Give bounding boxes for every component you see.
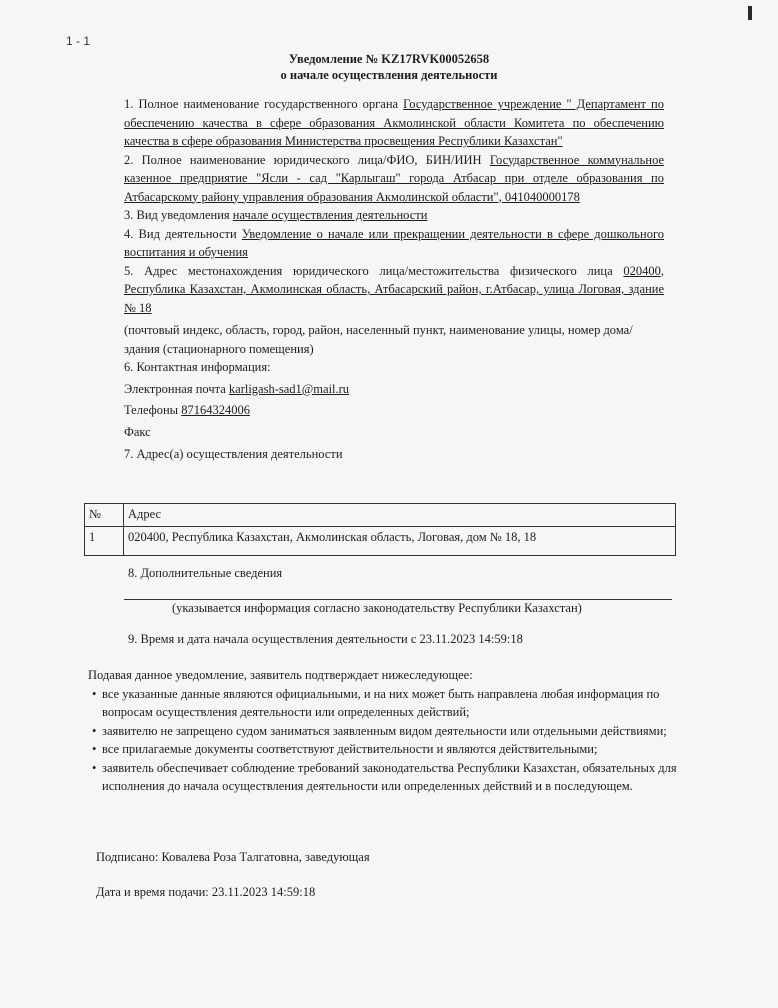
declaration-list	[88, 685, 678, 796]
table-row	[85, 527, 676, 556]
section-2-label: 2. Полное наименование юридического лица/ФИО, БИН/ИИН	[124, 152, 482, 167]
row-address-cell: 020400, Республика Казахстан, Акмолинская область, Логовая, дом № 18, 18	[124, 527, 676, 556]
list-item: • все прилагаемые документы соответствуют действительности и являются действительными;	[88, 740, 678, 759]
address-table	[84, 503, 676, 556]
section-8-hint: (указывается информация согласно законодательству Республики Казахстан)	[172, 601, 582, 615]
email-value: karligash-sad1@mail.ru	[228, 381, 350, 396]
list-item: • заявителю не запрещено судом заниматься заявленным видом деятельности или отдельными действиями;	[88, 722, 678, 741]
declaration	[88, 666, 678, 796]
page-number: 1 - 1	[66, 34, 91, 48]
declaration-intro: Подавая данное уведомление, заявитель подтверждает нижеследующее:	[88, 668, 473, 682]
fax-label: Факс	[124, 424, 151, 439]
list-item: • все указанные данные являются официальными, и на них может быть направлена любая информация по вопросам осуществления деятельности или определенных действий;	[88, 685, 678, 722]
section-1-value: Государственное учреждение " Департамент по обеспечению качества в сфере образования Акмолинской области Комитета по обеспечению качества в сфере образования Министерства просвещения Республики Казахстан"	[124, 97, 665, 148]
section-2-value: Государственное коммунальное казенное предприятие "Ясли - сад "Карлыгаш" города Атбасар при отделе образования по Атбасарскому району управления образования Акмолинской области", 041040000178	[124, 152, 665, 204]
section-3-value: начале осуществления деятельности	[232, 208, 428, 222]
section-6-heading: 6. Контактная информация:	[124, 360, 271, 374]
row-number-cell: 1	[85, 527, 124, 556]
phone-value: 87164324006	[181, 403, 250, 417]
phone-row	[124, 401, 664, 420]
table-header-row	[85, 504, 676, 527]
section-1	[124, 95, 664, 151]
section-5-label: 5. Адрес местонахождения юридического лица/местожительства физического лица	[124, 263, 613, 278]
section-5-value: 020400, Республика Казахстан, Акмолинская область, Атбасарский район, г.Атбасар, улица Логовая, здание № 18	[124, 263, 664, 315]
section-5	[124, 262, 664, 318]
submission-date: Дата и время подачи: 23.11.2023 14:59:18	[96, 885, 316, 899]
section-2	[124, 151, 664, 207]
column-header-address: Адрес	[124, 504, 676, 527]
section-3-label: 3. Вид уведомления	[124, 208, 230, 222]
section-1-label: 1. Полное наименование государственного органа	[124, 97, 399, 111]
document-title: Уведомление № KZ17RVK00052658	[288, 52, 490, 66]
section-8-heading: 8. Дополнительные сведения	[128, 566, 283, 580]
section-5-note: (почтовый индекс, область, город, район, населенный пункт, наименование улицы, номер дома/здания (стационарного помещения)	[124, 323, 633, 356]
section-7-heading: 7. Адрес(а) осуществления деятельности	[124, 447, 343, 461]
email-label: Электронная почта	[124, 381, 226, 396]
section-9: 9. Время и дата начала осуществления деятельности с 23.11.2023 14:59:18	[128, 632, 523, 646]
email-row	[124, 380, 664, 399]
scan-edge-mark	[748, 6, 752, 20]
section-4-label: 4. Вид деятельности	[124, 226, 237, 241]
section-3	[124, 206, 664, 225]
document-body	[124, 95, 664, 464]
document-subtitle: о начале осуществления деятельности	[280, 68, 498, 82]
section-4	[124, 225, 664, 262]
list-item: • заявитель обеспечивает соблюдение требований законодательства Республики Казахстан, обязательных для исполнения до начала осуществления деятельности или определенных действий и в последующем.	[88, 759, 678, 796]
section-8-fill-line	[124, 599, 672, 600]
column-header-number: №	[85, 504, 124, 527]
phone-label: Телефоны	[124, 403, 179, 417]
signature-line: Подписано: Ковалева Роза Талгатовна, заведующая	[96, 850, 370, 864]
section-4-value: Уведомление о начале или прекращении деятельности в сфере дошкольного воспитания и обучения	[124, 226, 665, 259]
